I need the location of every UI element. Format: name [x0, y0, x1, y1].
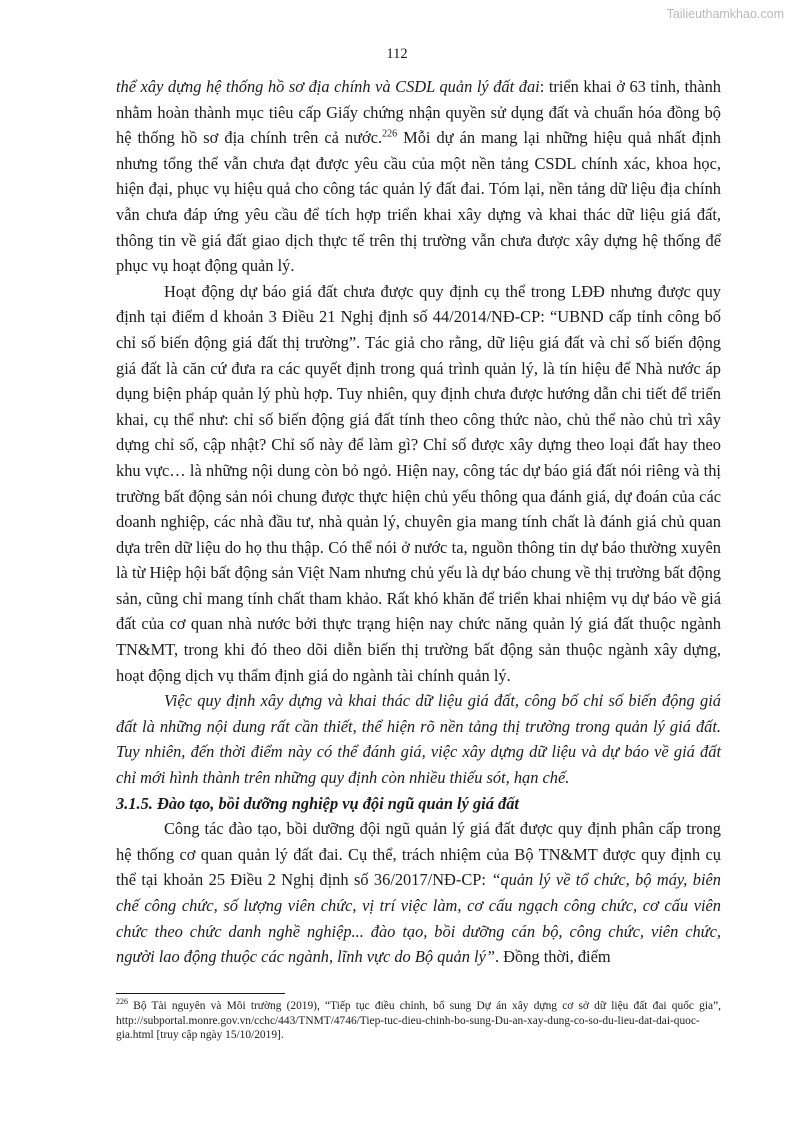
paragraph-1-italic: thể xây dựng hệ thống hồ sơ địa chính và CSDL quản lý đất đai [116, 77, 540, 96]
footnote-text: Bộ Tài nguyên và Môi trường (2019), “Tiếp tục điều chỉnh, bổ sung Dự án xây dựng cơ sở dữ liệu đất đai quốc gia”, http://subportal.monre.gov.vn/cchc/443/TNMT/4746/Tiep-tuc-dieu-chinh-bo-sung-Du-an-xay-dung-co-so-du-lieu-dat-dai-quoc-gia.html [truy cập ngày 15/10/2019]. [116, 1000, 721, 1042]
footnote-divider [116, 993, 285, 994]
paragraph-4-quote: “quản lý về tổ chức, bộ máy, biên chế công chức, số lượng viên chức, vị trí việc làm, cơ cấu ngạch công chức, cơ cấu viên chức theo chức danh nghề nghiệp... đào tạo, bồi dưỡng cán bộ, công chức, viên chức, người lao động thuộc các ngành, lĩnh vực do Bộ quản lý” [116, 870, 721, 967]
section-heading: 3.1.5. Đào tạo, bồi dưỡng nghiệp vụ đội ngũ quản lý giá đất [116, 793, 519, 813]
page-number: 112 [386, 46, 408, 62]
paragraph-2: Hoạt động dự báo giá đất chưa được quy định cụ thể trong LĐĐ nhưng được quy định tại điểm d khoản 3 Điều 21 Nghị định số 44/2014/NĐ-CP: “UBND cấp tỉnh công bố chỉ số biến động giá đất thị trường”. Tác giả cho rằng, dữ liệu giá đất và chỉ số biến động giá đất là căn cứ đưa ra các quyết định trong quá trình quản lý, là tín hiệu để Nhà nước áp dụng biện pháp quản lý phù hợp. Tuy nhiên, quy định chưa được hướng dẫn chi tiết để triển khai, cụ thể như: chỉ số biến động giá đất tính theo công thức nào, chủ thể nào chủ trì xây dựng chỉ số, cập nhật? Chỉ số này để làm gì? Chỉ số được xây dựng theo loại đất hay theo khu vực… là những nội dung còn bỏ ngỏ. Hiện nay, công tác dự báo giá đất nói riêng và thị trường bất động sản nói chung được thực hiện chủ yếu thông qua đánh giá, dự đoán của các doanh nghiệp, các nhà đầu tư, nhà quản lý, chuyên gia mang tính chất là đánh giá chủ quan dựa trên dữ liệu do họ thu thập. Có thể nói ở nước ta, nguồn thông tin dự báo thường xuyên là từ Hiệp hội bất động sản Việt Nam nhưng chủ yếu là dự báo chung về thị trường bất động sản, cũng chỉ mang tính chất tham khảo. Rất khó khăn để triển khai nhiệm vụ dự báo về giá đất của cơ quan nhà nước bởi thực trạng hiện nay chức năng quản lý giá đất thuộc ngành TN&MT, trong khi đó theo dõi diễn biến thị trường bất động sản thuộc ngành xây dựng, hoạt động dịch vụ thẩm định giá do ngành tài chính quản lý. [116, 281, 721, 685]
paragraph-1-text: : triển khai ở 63 tỉnh, thành nhằm hoàn thành mục tiêu cấp Giấy chứng nhận quyền sử dụng đất và chuẩn hóa đồng bộ hệ thống hồ sơ địa chính trên cả nước. [116, 77, 721, 148]
paragraph-1-text-cont: Mỗi dự án mang lại những hiệu quả nhất định nhưng tổng thể vẫn chưa đạt được yêu cầu của một nền tảng CSDL chính xác, khoa học, hiện đại, phục vụ hiệu quả cho công tác quản lý đất đai. Tóm lại, nền tảng dữ liệu địa chính vẫn chưa đáp ứng yêu cầu để tích hợp triển khai xây dựng và khai thác dữ liệu giá đất, thông tin về giá đất giao dịch thực tế trên thị trường vẫn chưa được xây dựng hệ thống để phục vụ hoạt động quản lý. [116, 128, 721, 276]
body-text [116, 74, 721, 970]
paragraph-4 [116, 816, 721, 970]
paragraph-3: Việc quy định xây dựng và khai thác dữ liệu giá đất, công bố chỉ số biến động giá đất là những nội dung rất cần thiết, thể hiện rõ nền tảng thị trường trong quản lý giá đất. Tuy nhiên, đến thời điểm này có thể đánh giá, việc xây dựng dữ liệu và dự báo về giá đất chỉ mới hình thành trên những quy định còn nhiều thiếu sót, hạn chế. [116, 691, 721, 788]
footnote-reference[interactable]: 226 [382, 128, 398, 140]
paragraph-1 [116, 74, 721, 279]
footnote [116, 999, 721, 1043]
watermark: Tailieuthamkhao.com [666, 7, 784, 21]
paragraph-4-text: Công tác đào tạo, bồi dưỡng đội ngũ quản lý giá đất được quy định phân cấp trong hệ thống cơ quan quản lý đất đai. Cụ thể, trách nhiệm của Bộ TN&MT được quy định cụ thể tại khoản 25 Điều 2 Nghị định số 36/2017/NĐ-CP: [116, 819, 721, 890]
paragraph-4-text-cont: . Đồng thời, điểm [494, 947, 611, 967]
footnote-number: 226 [116, 997, 128, 1007]
